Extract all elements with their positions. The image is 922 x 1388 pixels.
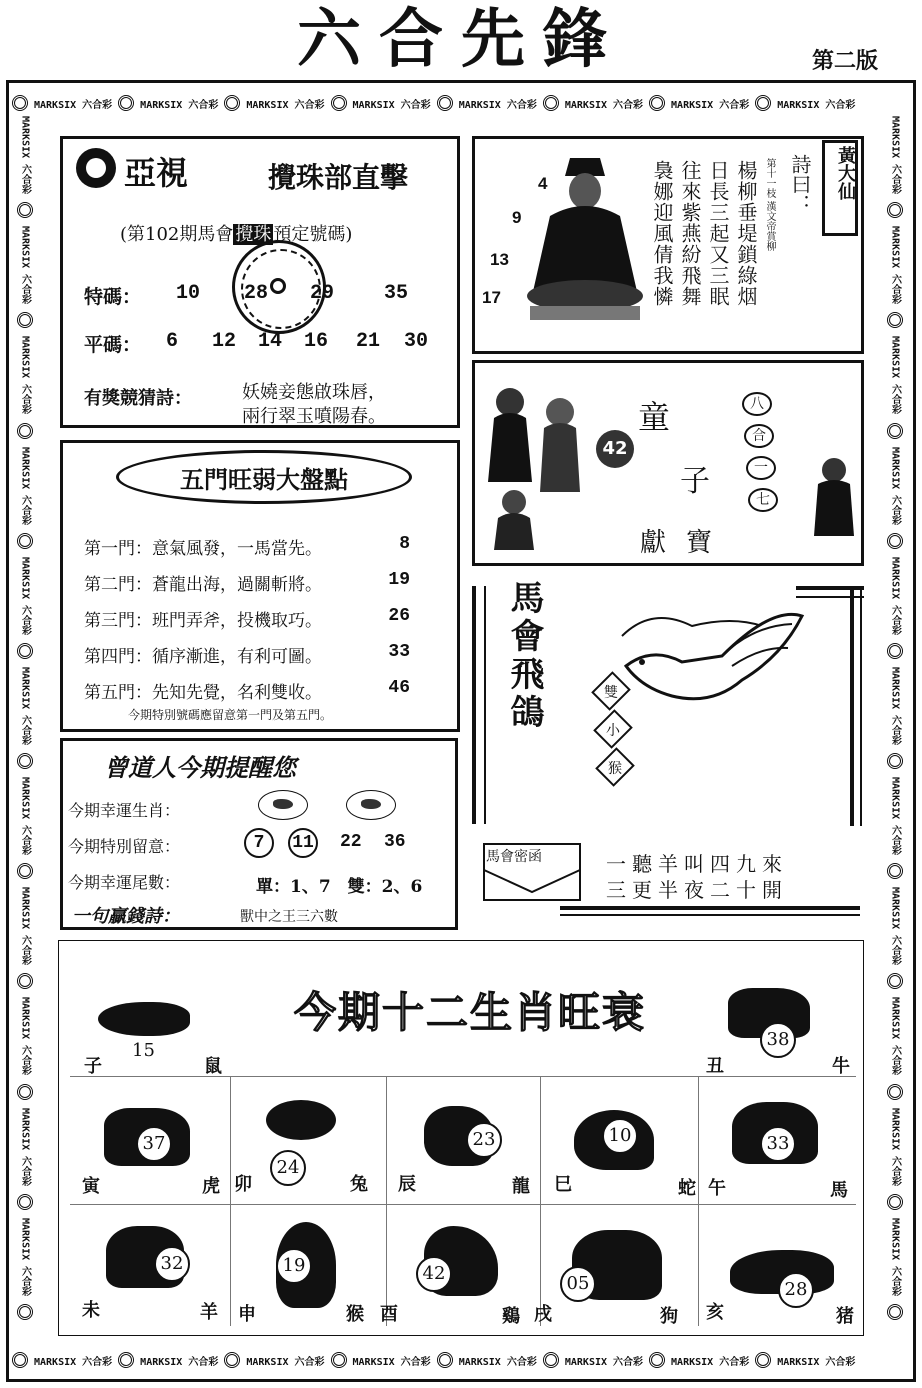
border-text: MARKSIX 六合彩 [19,887,31,966]
gate-text: 第一門：意氣風發，一馬當先。 [84,539,322,559]
zodiac-animal: 馬 [830,1180,848,1201]
flower-icon [118,1352,134,1368]
border-text: MARKSIX 六合彩 [777,99,856,111]
special-number: 10 [176,282,201,305]
win-poem-text: 獸中之王三六數 [240,909,338,925]
special-number: 29 [310,282,335,305]
gate-text: 第二門：蒼龍出海，過關斬將。 [84,575,322,595]
flower-icon [17,973,33,989]
rat-icon [98,1002,190,1036]
wts-number: 17 [482,288,501,307]
flower-icon [17,863,33,879]
pigeon-icon [612,596,812,736]
gate-number: 8 [399,534,410,554]
sign-poem-head: 詩曰： [788,154,812,214]
prize-poem-line: 兩行翠玉噴陽春。 [242,406,386,427]
flower-icon [887,753,903,769]
zodiac-branch: 丑 [706,1056,724,1077]
pigeon-rule-left [472,586,476,824]
lantern-icon: 七 [748,488,778,512]
sign-poem-line: 裊娜迎風倩我憐 [650,160,674,307]
flower-icon [12,1352,28,1368]
pigeon-title: 馬會飛鴿 [504,580,544,732]
border-text: MARKSIX 六合彩 [889,446,901,525]
tail-numbers: 單：1、7 雙：2、6 [256,877,423,897]
zodiac-animal: 鼠 [204,1056,222,1077]
border-text: MARKSIX 六合彩 [246,1356,325,1368]
gates-note: 今期特別號碼應留意第一門及第五門。 [128,708,333,722]
zodiac-animal: 虎 [202,1176,220,1197]
child-with-pole-icon [800,456,860,556]
tail-label: 今期幸運尾數： [68,873,181,892]
border-text: MARKSIX 六合彩 [889,777,901,856]
masthead [0,0,922,82]
sign-poem-line: 往來紫燕紛飛舞 [678,160,702,307]
border-text: MARKSIX 六合彩 [889,556,901,635]
border-text: MARKSIX 六合彩 [19,446,31,525]
lantern-icon: 八 [742,392,772,416]
border-text: MARKSIX 六合彩 [889,887,901,966]
zodiac-branch: 申 [238,1304,256,1325]
zodiac-grid-line [70,1076,856,1077]
flower-icon [887,423,903,439]
right-border-strip [880,116,910,1344]
zodiac-animal: 牛 [832,1056,850,1077]
left-border-strip [12,116,38,1344]
border-text: MARKSIX 六合彩 [458,1356,537,1368]
border-text: MARKSIX 六合彩 [34,99,113,111]
border-text: MARKSIX 六合彩 [671,1356,750,1368]
flower-icon [17,643,33,659]
zodiac-number: 42 [416,1256,452,1292]
reminder-title: 曾道人今期提醒您 [104,753,296,782]
pigeon-rule-right [850,586,854,826]
asia-tv-brand: 亞視 [124,154,189,192]
border-text: MARKSIX 六合彩 [19,997,31,1076]
zodiac-grid-line [386,1076,387,1326]
sign-poem-line: 楊柳垂堤鎖綠烟 [734,160,758,307]
border-text: MARKSIX 六合彩 [889,1217,901,1296]
asia-tv-subtitle [120,220,352,246]
special-number-label: 特碼： [84,286,142,308]
border-text: MARKSIX 六合彩 [19,1107,31,1186]
border-text: MARKSIX 六合彩 [19,116,31,195]
sign-poem-line: 日長三起又三眠 [706,160,730,307]
zodiac-branch: 子 [84,1056,102,1077]
zodiac-number: 19 [276,1248,312,1284]
border-text: MARKSIX 六合彩 [564,1356,644,1368]
flower-icon [437,1352,453,1368]
pigeon-rule-right [860,586,862,826]
wts-label: 黃大仙 [835,146,856,200]
border-text: MARKSIX 六合彩 [246,99,325,111]
flower-icon [887,533,903,549]
flower-icon [543,1352,559,1368]
attention-number: 11 [288,828,318,858]
flower-icon [17,533,33,549]
normal-number: 6 [166,330,179,353]
gate-number: 46 [388,678,410,698]
zodiac-grid-line [540,1076,541,1326]
flower-icon [543,95,559,111]
normal-number: 16 [304,330,329,353]
zodiac-branch: 巳 [554,1174,572,1195]
flower-icon [649,95,665,111]
secret-line: 一聽羊叫四九來 [606,852,788,876]
border-text: MARKSIX 六合彩 [19,556,31,635]
prize-poem-line: 妖嬈妾態啟珠唇， [242,382,386,403]
lantern-icon: 合 [744,424,774,448]
normal-number: 21 [356,330,381,353]
dial-hub-icon [270,278,286,294]
subtitle-pre: (第102期馬會 [120,224,234,245]
flower-icon [17,423,33,439]
flower-icon [17,1194,33,1210]
subtitle-post: 預定號碼) [273,224,353,245]
gate-text: 第三門：班門弄斧，投機取巧。 [84,611,322,631]
zodiac-branch: 卯 [234,1174,252,1195]
border-text: MARKSIX 六合彩 [564,99,644,111]
zodiac-grid-line [70,1204,856,1205]
zodiac-number: 33 [760,1126,796,1162]
flower-icon [755,95,771,111]
attention-number: 7 [244,828,274,858]
zodiac-oval-icon [346,790,396,820]
special-number: 35 [384,282,409,305]
border-text: MARKSIX 六合彩 [140,1356,219,1368]
flower-icon [17,1304,33,1320]
border-text: MARKSIX 六合彩 [19,777,31,856]
zodiac-branch: 酉 [380,1304,398,1325]
flower-icon [887,1084,903,1100]
zodiac-animal: 兔 [350,1174,368,1195]
flower-icon [224,95,240,111]
lucky-zodiac-label: 今期幸運生肖： [68,801,181,820]
zodiac-number: 23 [466,1122,502,1158]
zodiac-oval-icon [258,790,308,820]
flower-icon [887,973,903,989]
bottom-border-strip [12,1346,910,1374]
zodiac-number: 28 [778,1272,814,1308]
flower-icon [17,753,33,769]
secret-rule [560,906,860,910]
flower-icon [118,95,134,111]
gate-row [84,570,444,598]
border-text: MARKSIX 六合彩 [34,1356,113,1368]
gate-text: 第四門：循序漸進，有利可圖。 [84,647,322,667]
zodiac-branch: 亥 [706,1302,724,1323]
zodiac-branch: 寅 [82,1176,100,1197]
normal-number: 12 [212,330,237,353]
border-text: MARKSIX 六合彩 [19,1217,31,1296]
border-text: MARKSIX 六合彩 [889,997,901,1076]
zodiac-animal: 狗 [660,1306,678,1327]
border-text: MARKSIX 六合彩 [352,99,431,111]
attention-number: 22 [340,832,362,852]
flower-icon [887,863,903,879]
border-text: MARKSIX 六合彩 [140,99,219,111]
zodiac-number: 24 [270,1150,306,1186]
kids-title: 童 [638,398,671,436]
page-title: 六合先鋒 [297,2,625,77]
flower-icon [331,95,347,111]
pigeon-tag-text: 小 [606,723,620,739]
gate-number: 19 [388,570,410,590]
gate-number: 26 [388,606,410,626]
zodiac-animal: 羊 [200,1302,218,1323]
subtitle-redacted: 攪珠 [235,224,272,245]
lantern-icon: 一 [746,456,776,480]
flower-icon [17,1084,33,1100]
zodiac-number: 37 [136,1126,172,1162]
kids-number-ball: 42 [596,430,634,468]
zodiac-number: 32 [154,1246,190,1282]
border-text: MARKSIX 六合彩 [889,666,901,746]
zodiac-animal: 龍 [512,1176,530,1197]
zodiac-title: 今期十二生肖旺衰 [293,988,646,1037]
gate-row [84,642,444,670]
flower-icon [224,1352,240,1368]
gate-row [84,606,444,634]
zodiac-animal: 猴 [346,1304,364,1325]
pigeon-tag-text: 猴 [608,761,622,777]
secret-rule [560,914,860,916]
asia-tv-logo-icon [76,148,116,188]
flower-icon [331,1352,347,1368]
normal-number-label: 平碼： [84,334,142,356]
flower-icon [887,643,903,659]
border-text: MARKSIX 六合彩 [19,336,31,415]
border-text: MARKSIX 六合彩 [889,116,901,195]
gate-number: 33 [388,642,410,662]
border-text: MARKSIX 六合彩 [889,336,901,415]
flower-icon [17,312,33,328]
sign-poem-source: 第十一枝 漢文帝賞柳 [764,158,775,252]
pigeon-rule-left [484,586,486,824]
border-text: MARKSIX 六合彩 [889,1107,901,1186]
special-number: 28 [244,282,269,305]
edition-label: 第二版 [811,48,878,74]
zodiac-number: 38 [760,1022,796,1058]
border-text: MARKSIX 六合彩 [352,1356,431,1368]
flower-icon [887,202,903,218]
asia-tv-department: 攪珠部直擊 [268,161,409,194]
gate-text: 第五門：先知先覺，名利雙收。 [84,683,322,703]
secret-line: 三更半夜二十開 [606,878,788,902]
flower-icon [649,1352,665,1368]
zodiac-branch: 未 [82,1300,100,1321]
border-text: MARKSIX 六合彩 [889,226,901,305]
flower-icon [17,202,33,218]
zodiac-branch: 戌 [534,1304,552,1325]
zodiac-grid-line [230,1076,231,1326]
kids-title: 子 [680,464,710,499]
zodiac-animal: 猪 [836,1306,854,1327]
zodiac-number: 15 [132,1040,155,1061]
kids-title: 獻寶 [640,528,733,558]
wts-number: 4 [538,174,548,193]
flower-icon [755,1352,771,1368]
rabbit-icon [266,1100,336,1140]
zodiac-number: 05 [560,1266,596,1302]
border-text: MARKSIX 六合彩 [671,99,750,111]
pigeon-tag-text: 雙 [604,685,618,701]
normal-number: 14 [258,330,283,353]
flower-icon [437,95,453,111]
win-poem-label: 一句贏錢詩： [72,906,180,927]
attention-label: 今期特別留意： [68,837,181,856]
secret-letter-label: 馬會密函 [486,849,542,865]
zodiac-number: 10 [602,1118,638,1154]
gates-title: 五門旺弱大盤點 [180,465,348,494]
normal-number: 30 [404,330,429,353]
flower-icon [12,95,28,111]
children-figures-icon [480,372,590,552]
zodiac-branch: 辰 [398,1174,416,1195]
flower-icon [887,1304,903,1320]
zodiac-animal: 蛇 [678,1178,696,1199]
zodiac-animal: 鷄 [502,1306,520,1327]
gate-row [84,534,444,562]
flower-icon [887,312,903,328]
border-text: MARKSIX 六合彩 [19,226,31,305]
border-text: MARKSIX 六合彩 [19,666,31,746]
wts-number: 13 [490,250,509,269]
border-text: MARKSIX 六合彩 [458,99,537,111]
border-text: MARKSIX 六合彩 [777,1356,856,1368]
gate-row [84,678,444,706]
wts-number: 9 [512,208,522,227]
prize-poem-label: 有獎競猜詩： [84,388,192,409]
attention-number: 36 [384,832,406,852]
top-border-strip [12,90,910,116]
flower-icon [887,1194,903,1210]
zodiac-branch: 午 [708,1178,726,1199]
zodiac-grid-line [698,1076,699,1326]
